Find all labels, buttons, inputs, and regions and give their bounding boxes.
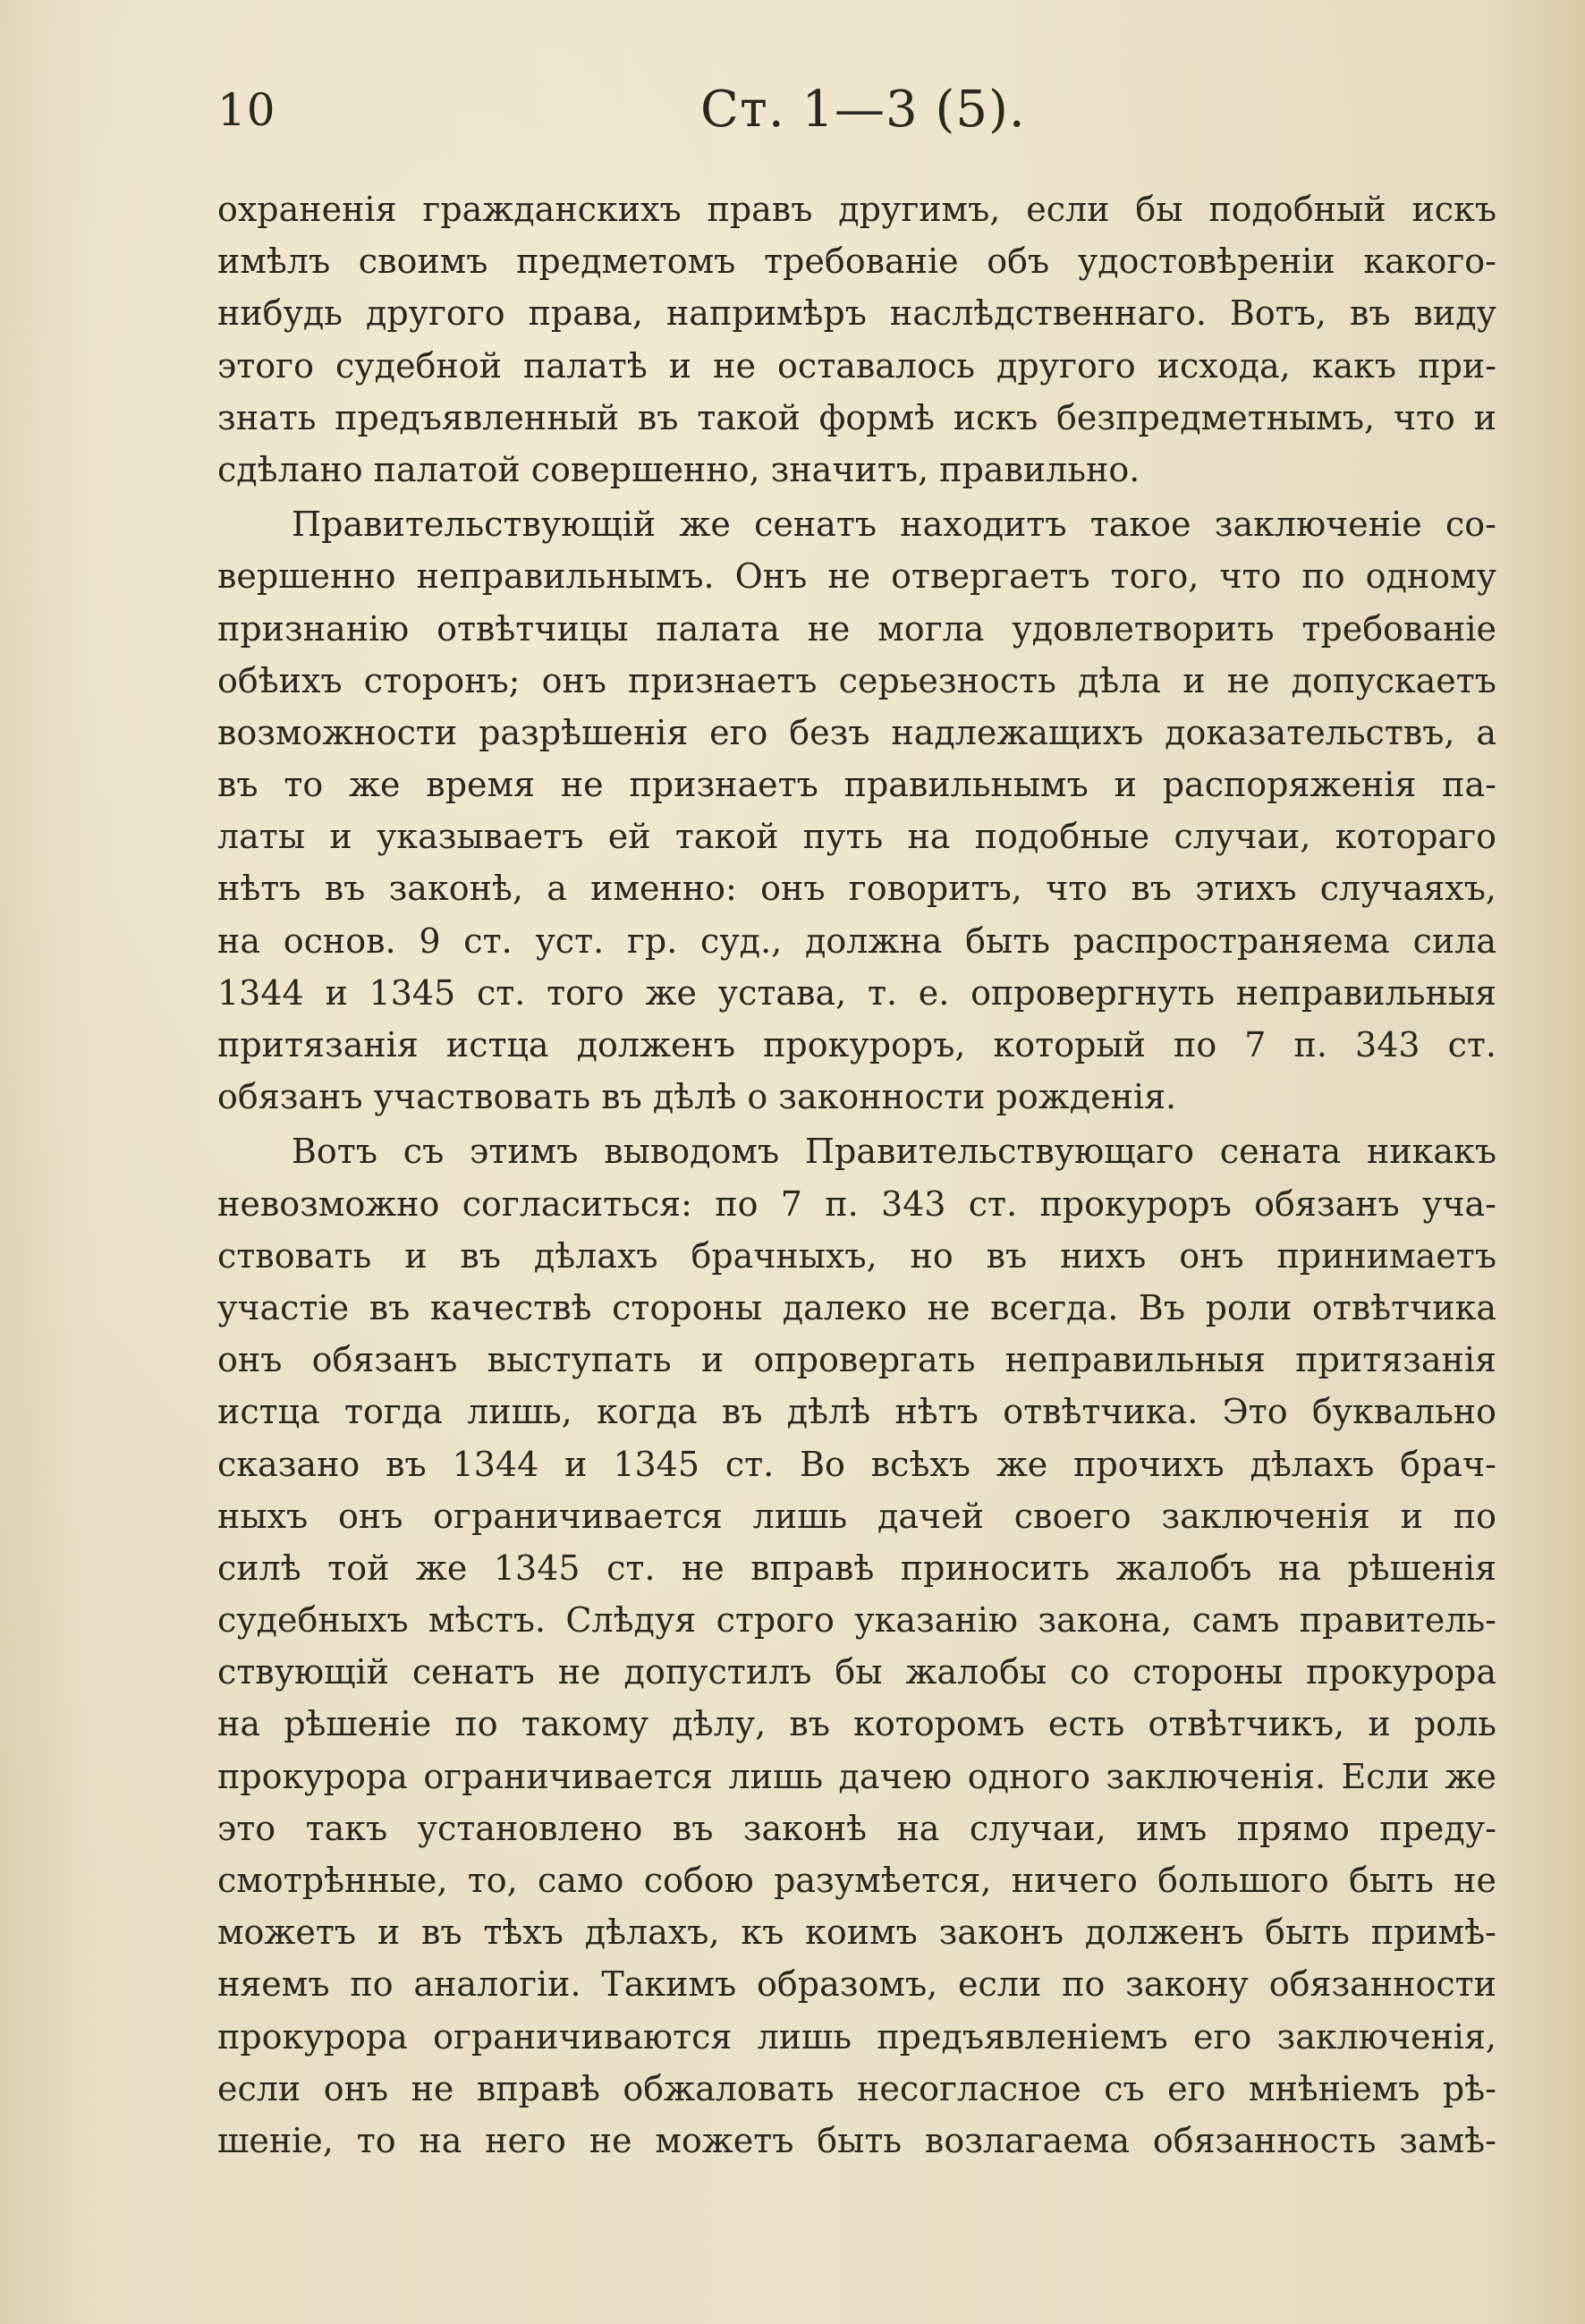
text-line: истца тогда лишь, когда въ дѣлѣ нѣтъ отвѣтчика. Это буквально	[217, 1392, 1496, 1432]
text-line: имѣлъ своимъ предметомъ требованіе объ удостовѣреніи какого-	[217, 242, 1496, 282]
running-head: Ст. 1—3 (5).	[700, 81, 1026, 139]
text-line: 1344 и 1345 ст. того же устава, т. е. опровергнуть неправильныя	[217, 972, 1496, 1013]
text-line: обѣихъ сторонъ; онъ признаетъ серьезность дѣла и не допускаетъ	[217, 660, 1496, 700]
text-line: вершенно неправильнымъ. Онъ не отвергаетъ того, что по одному	[217, 556, 1496, 597]
text-line: ныхъ онъ ограничивается лишь дачей своего заключенія и по	[217, 1496, 1496, 1536]
text-line: если онъ не вправѣ обжаловать несогласное съ его мнѣніемъ рѣ-	[217, 2068, 1496, 2108]
text-line: онъ обязанъ выступать и опровергать неправильныя притязанія	[217, 1340, 1496, 1380]
text-line: ствовать и въ дѣлахъ брачныхъ, но въ нихъ онъ принимаетъ	[217, 1235, 1496, 1276]
paragraph	[217, 183, 1496, 496]
text-line: обязанъ участвовать въ дѣлѣ о законности рожденія.	[217, 1077, 1177, 1117]
text-line: сказано въ 1344 и 1345 ст. Во всѣхъ же прочихъ дѣлахъ брач-	[217, 1444, 1496, 1484]
text-line: на основ. 9 ст. уст. гр. суд., должна быть распространяема сила	[217, 920, 1496, 961]
text-line: прокурора ограничиваются лишь предъявленіемъ его заключенія,	[217, 2016, 1496, 2057]
text-line: на рѣшеніе по такому дѣлу, въ которомъ есть отвѣтчикъ, и роль	[217, 1704, 1496, 1744]
text-line: няемъ по аналогіи. Такимъ образомъ, если по закону обязанности	[217, 1964, 1496, 2005]
text-line: прокурора ограничивается лишь дачею одного заключенія. Если же	[217, 1756, 1496, 1796]
text-line: охраненія гражданскихъ правъ другимъ, если бы подобный искъ	[217, 190, 1496, 229]
text-line: этого судебной палатѣ и не оставалось другого исхода, какъ при-	[217, 345, 1496, 386]
text-line: это такъ установлено въ законѣ на случаи, имъ прямо преду-	[217, 1808, 1496, 1848]
text-line: притязанія истца долженъ прокуроръ, который по 7 п. 343 ст.	[217, 1025, 1496, 1064]
text-line: ствующій сенатъ не допустилъ бы жалобы со стороны прокурора	[217, 1652, 1496, 1692]
text-line: Правительствующій же сенатъ находитъ такое заключеніе со-	[292, 505, 1496, 545]
page-number: 10	[217, 84, 276, 136]
text-line: латы и указываетъ ей такой путь на подобные случаи, котораго	[217, 817, 1496, 857]
body-text	[217, 183, 1496, 2167]
text-line: судебныхъ мѣстъ. Слѣдуя строго указанію закона, самъ правитель-	[217, 1600, 1496, 1641]
text-line: въ то же время не признаетъ правильнымъ и распоряженія па-	[217, 765, 1496, 805]
text-line: силѣ той же 1345 ст. не вправѣ приносить жалобъ на рѣшенія	[217, 1548, 1496, 1588]
text-line: можетъ и въ тѣхъ дѣлахъ, къ коимъ законъ долженъ быть примѣ-	[217, 1913, 1496, 1953]
text-line: Вотъ съ этимъ выводомъ Правительствующаго сената никакъ	[292, 1132, 1496, 1172]
paragraph	[217, 498, 1496, 1123]
text-line: участіе въ качествѣ стороны далеко не всегда. Въ роли отвѣтчика	[217, 1287, 1496, 1327]
text-line: смотрѣнные, то, само собою разумѣется, ничего большого быть не	[217, 1861, 1496, 1900]
text-line: шеніе, то на него не можетъ быть возлагаема обязанность замѣ-	[217, 2120, 1496, 2160]
page-header	[217, 76, 1496, 148]
text-line: возможности разрѣшенія его безъ надлежащихъ доказательствъ, а	[217, 712, 1496, 752]
text-line: признанію отвѣтчицы палата не могла удовлетворить требованіе	[217, 608, 1496, 649]
text-line: невозможно согласиться: по 7 п. 343 ст. прокуроръ обязанъ уча-	[217, 1183, 1496, 1224]
text-line: знать предъявленный въ такой формѣ искъ безпредметнымъ, что и	[217, 397, 1496, 437]
paragraph	[217, 1125, 1496, 2167]
text-line: нибудь другого права, напримѣръ наслѣдственнаго. Вотъ, въ виду	[217, 293, 1496, 334]
text-line: нѣтъ въ законѣ, а именно: онъ говоритъ, что въ этихъ случаяхъ,	[217, 869, 1496, 909]
text-line: сдѣлано палатой совершенно, значитъ, правильно.	[217, 449, 1140, 489]
